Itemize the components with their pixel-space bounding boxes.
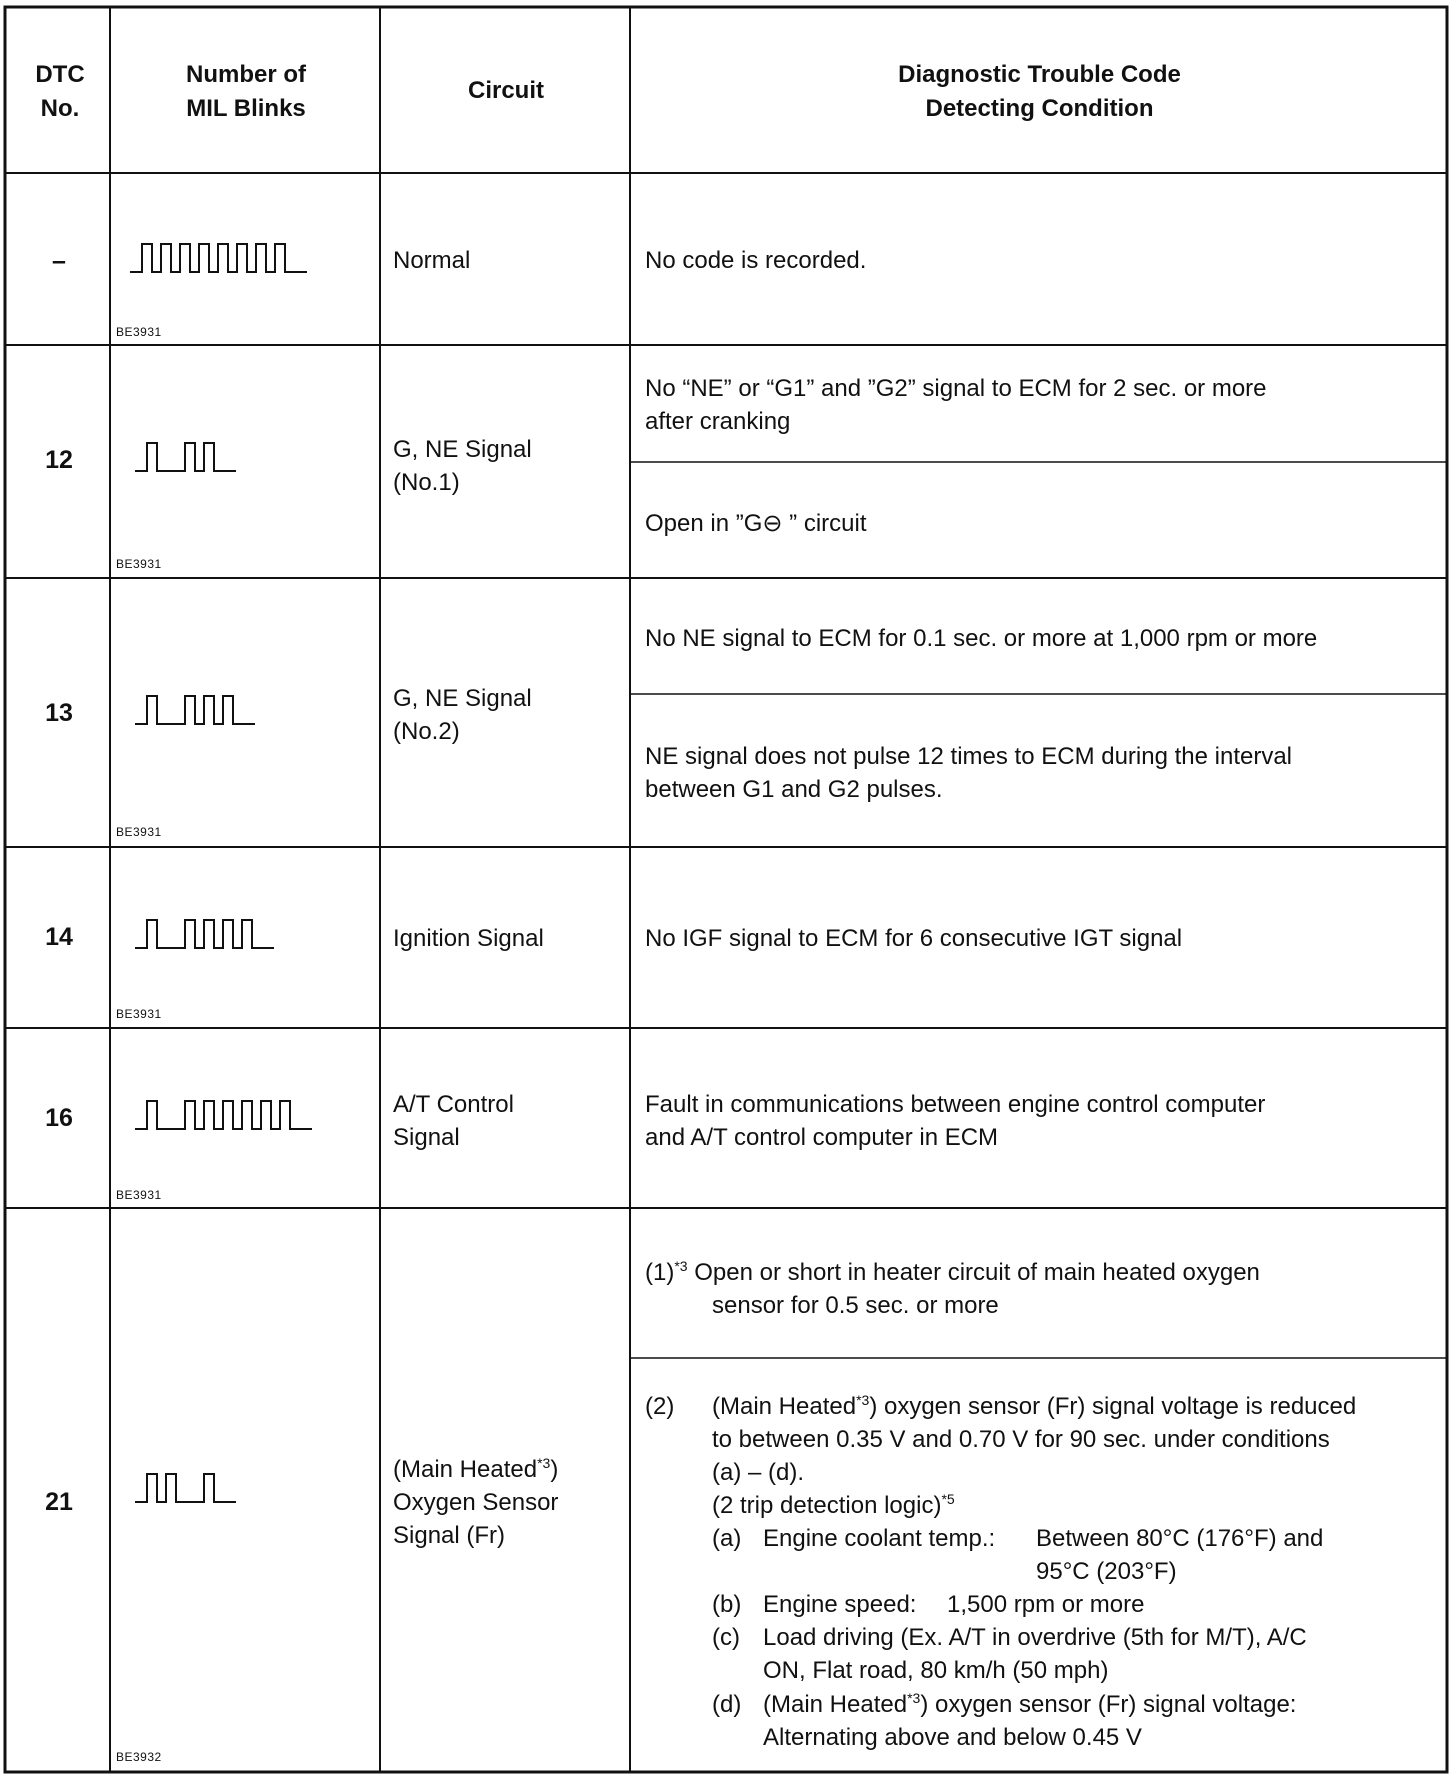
sub-item-b-text: Engine speed:	[763, 1591, 917, 1618]
figure-ref: BE3931	[116, 1007, 162, 1021]
circuit-text: )	[550, 1456, 559, 1483]
sub-item-d	[763, 1688, 1296, 1754]
condition-text: No NE signal to ECM for 0.1 sec. or more at 1,000 rpm or more	[645, 625, 1318, 652]
header-blinks-line1: Number of	[186, 61, 306, 88]
dtc-number: 21	[45, 1488, 73, 1516]
footnote-mark: *3	[907, 1690, 921, 1706]
condition-text	[645, 1088, 1265, 1154]
condition-line: between G1 and G2 pulses.	[645, 776, 943, 803]
blink-pulse-train	[135, 920, 274, 948]
sub-item-a-value: 95°C (203°F)	[1036, 1558, 1177, 1585]
header-condition-line2: Detecting Condition	[925, 95, 1154, 122]
circuit-name	[393, 1088, 514, 1154]
header-dtc	[10, 58, 110, 126]
condition-text	[645, 740, 1292, 806]
mil-blink-waveform	[135, 914, 365, 954]
condition-text	[645, 372, 1267, 438]
circuit-line: A/T Control	[393, 1091, 514, 1118]
header-condition-line1: Diagnostic Trouble Code	[898, 61, 1181, 88]
sub-item-b-label: (b)	[712, 1591, 742, 1618]
circuit-text: (Main Heated	[393, 1456, 538, 1483]
condition-text: No code is recorded.	[645, 247, 867, 274]
sub-item-a-text: Engine coolant temp.:	[763, 1525, 996, 1552]
mil-blink-waveform	[135, 437, 365, 477]
dtc-number: –	[52, 247, 66, 275]
condition-line: NE signal does not pulse 12 times to ECM during the interval	[645, 743, 1293, 770]
footnote-mark: *5	[941, 1491, 955, 1507]
sub-item-a-label: (a)	[712, 1525, 742, 1552]
sub-item-c-label: (c)	[712, 1624, 740, 1651]
sub-item-text: (Main Heated	[763, 1691, 908, 1718]
sub-item-line: Load driving (Ex. A/T in overdrive (5th for M/T), A/C	[763, 1624, 1307, 1651]
figure-ref: BE3931	[116, 1188, 162, 1202]
condition-1	[645, 1256, 1260, 1322]
figure-ref: BE3931	[116, 325, 162, 339]
footnote-mark: *3	[856, 1392, 870, 1408]
dtc-number: 13	[45, 699, 73, 727]
blink-pulse-train	[135, 443, 236, 471]
condition-text: (2 trip detection logic)	[712, 1492, 942, 1519]
sub-item-c	[763, 1621, 1307, 1687]
figure-ref: BE3932	[116, 1750, 162, 1764]
sub-item-line: Alternating above and below 0.45 V	[763, 1724, 1142, 1751]
header-dtc-line1: DTC	[35, 61, 85, 88]
condition-2	[712, 1390, 1356, 1522]
condition-text: ) oxygen sensor (Fr) signal voltage is reduced	[869, 1393, 1357, 1420]
blink-pulse-train	[130, 244, 307, 272]
footnote-mark: *3	[537, 1455, 551, 1471]
condition-number: (1)	[645, 1259, 675, 1286]
circuit-line: G, NE Signal	[393, 436, 532, 463]
sub-item-text: ) oxygen sensor (Fr) signal voltage:	[920, 1691, 1297, 1718]
condition-line	[712, 1489, 1356, 1522]
circuit-line: (No.2)	[393, 718, 460, 745]
circuit-name	[393, 1453, 558, 1552]
footnote-mark: *3	[674, 1258, 688, 1274]
circuit-name: Ignition Signal	[393, 925, 544, 952]
sub-item-line: ON, Flat road, 80 km/h (50 mph)	[763, 1657, 1109, 1684]
circuit-name: Normal	[393, 247, 471, 274]
mil-blink-waveform	[135, 690, 365, 730]
circuit-line: (No.1)	[393, 469, 460, 496]
mil-blink-waveform	[135, 1468, 365, 1508]
condition-line: sensor for 0.5 sec. or more	[712, 1292, 999, 1319]
header-blinks-line2: MIL Blinks	[186, 95, 306, 122]
condition-line: No “NE” or “G1” and ”G2” signal to ECM for 2 sec. or more	[645, 375, 1267, 402]
header-blinks	[112, 58, 380, 126]
condition-2-number: (2)	[645, 1393, 675, 1420]
condition-text: (Main Heated	[712, 1393, 857, 1420]
circuit-name	[393, 682, 532, 748]
blink-pulse-train	[135, 1474, 236, 1502]
sub-item-b-value: 1,500 rpm or more	[947, 1591, 1145, 1618]
header-dtc-line2: No.	[40, 95, 80, 122]
condition-line: after cranking	[645, 408, 791, 435]
header-circuit: Circuit	[467, 77, 544, 104]
circuit-line	[393, 1453, 558, 1486]
dtc-number: 14	[45, 923, 73, 951]
figure-ref: BE3931	[116, 825, 162, 839]
condition-line: to between 0.35 V and 0.70 V for 90 sec. under conditions	[712, 1426, 1330, 1453]
figure-ref: BE3931	[116, 557, 162, 571]
condition-line: Fault in communications between engine control computer	[645, 1091, 1266, 1118]
condition-line	[645, 1256, 1260, 1289]
circuit-line: Oxygen Sensor	[393, 1489, 559, 1516]
circuit-line: G, NE Signal	[393, 685, 532, 712]
condition-line	[712, 1390, 1356, 1423]
dtc-number: 12	[45, 446, 73, 474]
mil-blink-waveform	[130, 238, 360, 278]
sub-item-d-label: (d)	[712, 1691, 742, 1718]
circuit-line: Signal	[393, 1124, 460, 1151]
circuit-line: Signal (Fr)	[393, 1522, 506, 1549]
mil-blink-waveform	[135, 1095, 365, 1135]
header-condition	[632, 58, 1447, 126]
condition-text: Open in ”G⊖ ” circuit	[645, 510, 867, 537]
blink-pulse-train	[135, 696, 255, 724]
blink-pulse-train	[135, 1101, 312, 1129]
sub-item-a-value: Between 80°C (176°F) and	[1036, 1525, 1324, 1552]
condition-line: and A/T control computer in ECM	[645, 1124, 999, 1151]
dtc-number: 16	[45, 1104, 73, 1132]
circuit-name	[393, 433, 532, 499]
condition-text: Open or short in heater circuit of main heated oxygen	[687, 1259, 1260, 1286]
condition-line: (a) – (d).	[712, 1459, 805, 1486]
sub-item-line	[763, 1688, 1296, 1721]
condition-text: No IGF signal to ECM for 6 consecutive IGT signal	[645, 925, 1183, 952]
